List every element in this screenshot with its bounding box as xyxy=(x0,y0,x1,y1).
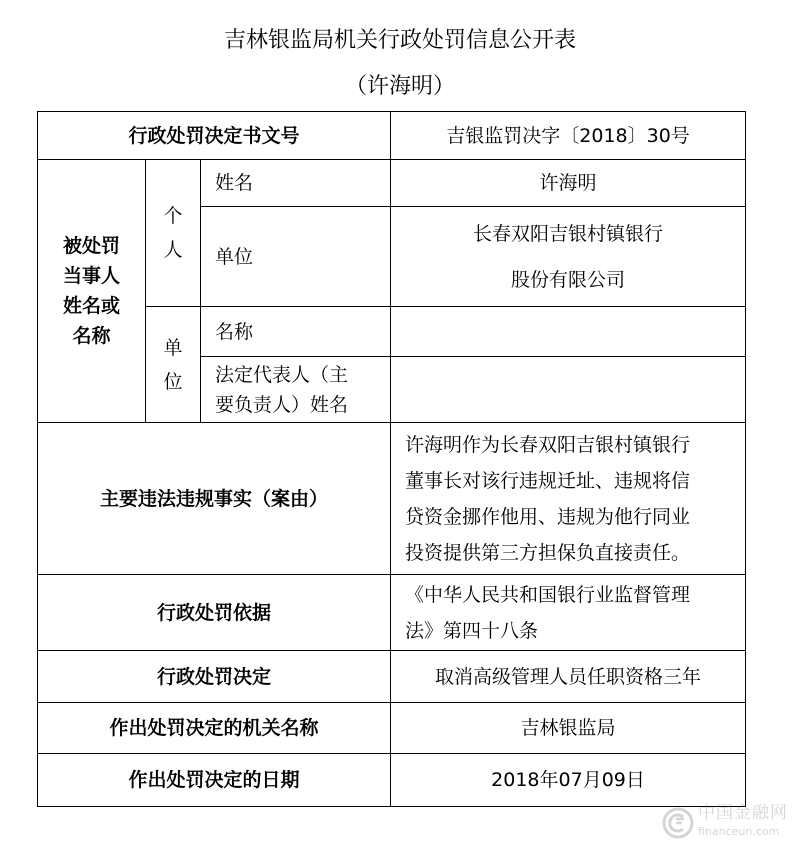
unit-value-line: 股份有限公司 xyxy=(511,268,626,291)
table-row xyxy=(38,112,746,160)
basis-value-line: 法》第四十八条 xyxy=(405,619,539,642)
date-label: 作出处罚决定的日期 xyxy=(38,754,391,807)
legal-rep-value xyxy=(391,357,746,423)
party-label xyxy=(38,160,146,423)
authority-value: 吉林银监局 xyxy=(391,703,746,754)
cf-logo-icon xyxy=(662,807,694,839)
watermark xyxy=(662,801,792,845)
table-row xyxy=(38,575,746,651)
legal-rep-label-line: 要负责人）姓名 xyxy=(215,393,349,416)
entity-label-line: 位 xyxy=(163,370,183,393)
party-label-line: 名称 xyxy=(72,325,111,347)
decision-label: 行政处罚决定 xyxy=(38,651,391,703)
entity-label xyxy=(146,307,201,423)
watermark-en: financeun.com xyxy=(698,825,780,838)
party-label-line: 被处罚 xyxy=(62,235,120,257)
entity-name-value xyxy=(391,307,746,357)
legal-rep-label-line: 法定代表人（主 xyxy=(215,363,349,386)
table-row xyxy=(38,160,746,207)
date-value: 2018年07月09日 xyxy=(391,754,746,807)
facts-value-line: 贷资金挪作他用、违规为他行同业 xyxy=(405,505,691,528)
entity-name-label: 名称 xyxy=(201,307,391,357)
facts-value-line: 许海明作为长春双阳吉银村镇银行 xyxy=(405,433,691,456)
individual-label-line: 个 xyxy=(163,205,183,227)
doc-number-label: 行政处罚决定书文号 xyxy=(38,112,391,160)
name-value: 许海明 xyxy=(391,160,746,207)
unit-value xyxy=(391,207,746,307)
facts-label: 主要违法违规事实（案由） xyxy=(38,423,391,575)
authority-label: 作出处罚决定的机关名称 xyxy=(38,703,391,754)
unit-label: 单位 xyxy=(201,207,391,307)
table-row xyxy=(38,703,746,754)
watermark-cn: 中国金融网 xyxy=(698,803,788,823)
legal-rep-label xyxy=(201,357,391,423)
decision-value: 取消高级管理人员任职资格三年 xyxy=(391,651,746,703)
page-subtitle: （许海明） xyxy=(344,74,455,99)
party-label-line: 姓名或 xyxy=(62,295,120,317)
individual-label-line: 人 xyxy=(163,239,183,261)
table-row xyxy=(38,754,746,807)
entity-label-line: 单 xyxy=(163,336,183,359)
facts-value-line: 董事长对该行违规迁址、违规将信 xyxy=(405,469,691,492)
doc-number-value: 吉银监罚决字〔2018〕30号 xyxy=(391,112,746,160)
unit-value-line: 长春双阳吉银村镇银行 xyxy=(473,222,664,245)
name-label: 姓名 xyxy=(201,160,391,207)
basis-label: 行政处罚依据 xyxy=(38,575,391,651)
table-row xyxy=(38,651,746,703)
basis-value-line: 《中华人民共和国银行业监督管理 xyxy=(405,583,691,606)
facts-value xyxy=(391,423,746,575)
individual-label xyxy=(146,160,201,307)
penalty-info-table xyxy=(37,111,746,807)
facts-value-line: 投资提供第三方担保负直接责任。 xyxy=(405,541,691,564)
party-label-line: 当事人 xyxy=(62,265,120,287)
page-title: 吉林银监局机关行政处罚信息公开表 xyxy=(223,28,576,53)
basis-value xyxy=(391,575,746,651)
table-row xyxy=(38,423,746,575)
